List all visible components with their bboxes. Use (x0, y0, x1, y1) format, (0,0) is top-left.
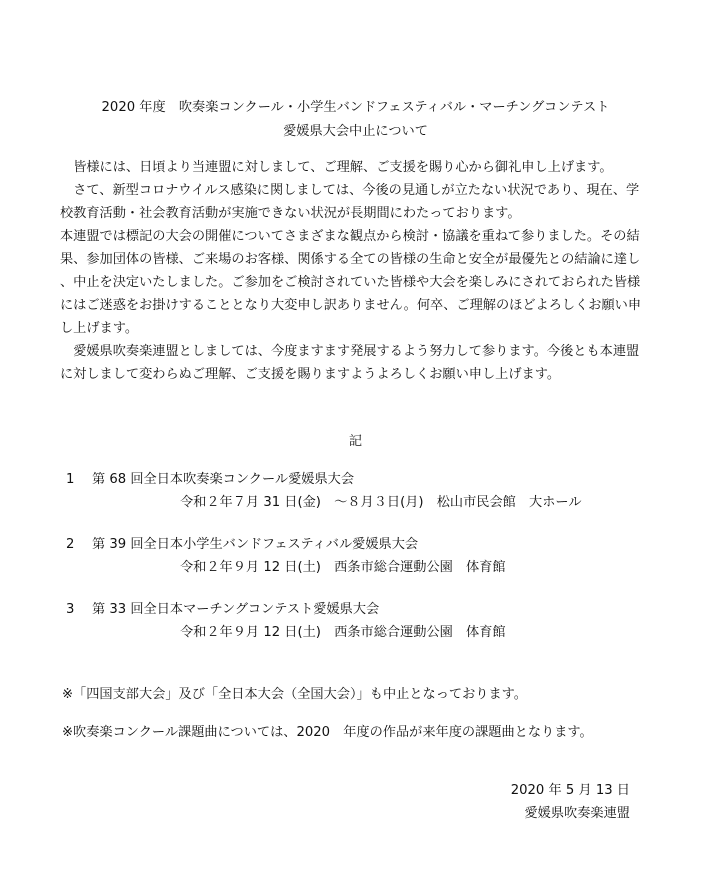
event-number: 1 (66, 472, 75, 487)
note-shikoku-national: ※「四国支部大会」及び「全日本大会（全国大会）」も中止となっております。 (62, 687, 527, 702)
event-item (66, 598, 666, 644)
event-detail: 令和２年７月 31 日(金) ～８月３日(月) 松山市民会館 大ホール (180, 495, 582, 510)
event-detail: 令和２年９月 12 日(土) 西条市総合運動公園 体育館 (180, 625, 506, 640)
organization-name: 愛媛県吹奏楽連盟 (524, 806, 630, 821)
ki-heading: 記 (348, 434, 363, 449)
paragraph-closing: 愛媛県吹奏楽連盟としましては、今度ますます発展するよう努力して参ります。今後とも本連盟に対しまして変わらぬご理解、ご支援を賜りますようよろしくお願い申し上げます。 (60, 344, 640, 382)
issue-date: 2020 年 5 月 13 日 (510, 783, 630, 798)
event-item (66, 468, 666, 514)
event-name: 第 33 回全日本マーチングコンテスト愛媛県大会 (92, 602, 380, 617)
title-line-1: 2020 年度 吹奏楽コンクール・小学生バンドフェスティバル・マーチングコンテスト (101, 100, 610, 115)
event-list (66, 468, 666, 663)
paragraph-decision: 本連盟では標記の大会の開催についてさまざまな観点から検討・協議を重ねて参りました。その結果、参加団体の皆様、ご来場のお客様、関係する全ての皆様の生命と安全が最優先との結論に達し、中止を決定いたしました。ご参加をご検討されていた皆様や大会を楽しみにされておられた皆様にはご迷惑をお掛けすることとなり大変申し訳ありません。何卒、ご理解のほどよろしくお願い申し上げます。 (60, 229, 642, 336)
document-title (0, 96, 711, 144)
event-item (66, 533, 666, 579)
event-name: 第 39 回全日本小学生バンドフェスティバル愛媛県大会 (92, 537, 419, 552)
paragraph-covid-situation: さて、新型コロナウイルス感染に関しましては、今後の見通しが立たない状況であり、現在、学校教育活動・社会教育活動が実施できない状況が長期間にわたっております。 (60, 183, 640, 221)
event-detail: 令和２年９月 12 日(土) 西条市総合運動公園 体育館 (180, 560, 506, 575)
event-number: 3 (66, 602, 75, 617)
event-name: 第 68 回全日本吹奏楽コンクール愛媛県大会 (92, 472, 355, 487)
body-text (60, 156, 652, 386)
event-number: 2 (66, 537, 75, 552)
paragraph-greeting: 皆様には、日頃より当連盟に対しまして、ご理解、ご支援を賜り心から御礼申し上げます。 (73, 160, 613, 175)
signature-block (511, 779, 630, 825)
title-line-2: 愛媛県大会中止について (283, 124, 428, 139)
note-set-piece: ※吹奏楽コンクール課題曲については、2020 年度の作品が来年度の課題曲となります。 (62, 725, 593, 740)
